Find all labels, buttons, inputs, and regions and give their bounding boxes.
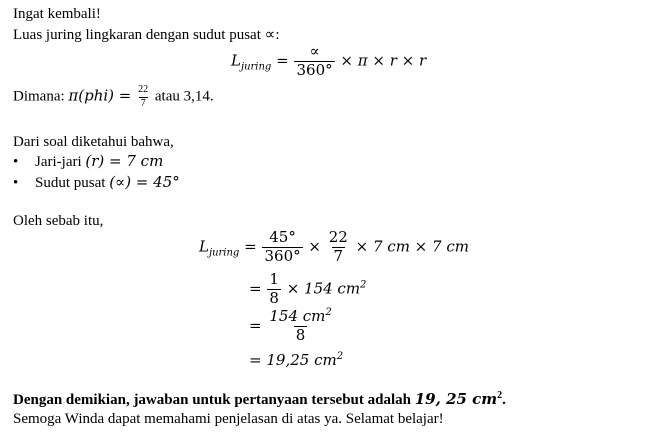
- formula-frac-den: 360°: [296, 60, 333, 79]
- step2-eq: =: [249, 279, 262, 298]
- bullet-icon: •: [13, 175, 19, 191]
- solution-step1: [199, 230, 469, 265]
- known-item-radius: [13, 152, 163, 171]
- step1-rest: × 7 cm × 7 cm: [355, 237, 469, 256]
- known-item1-math: (r) = 7 cm: [85, 152, 164, 170]
- step2-sq: 2: [360, 279, 367, 291]
- step3-sq: 2: [325, 307, 332, 318]
- step1-fraction-pi: [327, 230, 350, 265]
- step1-frac2-den: 7: [333, 246, 344, 265]
- dimana-frac-num: 22: [138, 84, 149, 95]
- formula-rest: × π × r × r: [340, 51, 427, 70]
- conclusion-bold-text: Dengan demikian, jawaban untuk pertanyaan tersebut adalah: [13, 392, 415, 408]
- step3-frac-den: 8: [295, 325, 306, 344]
- step1-frac2-num: 22: [328, 228, 348, 246]
- solution-eq: =: [244, 237, 257, 256]
- step3-fraction: [267, 309, 333, 344]
- dimana-frac-den: 7: [140, 97, 146, 109]
- step3-frac-num: 154 cm: [269, 307, 326, 325]
- step1-times: ×: [308, 237, 321, 256]
- formula-lhs: L: [231, 51, 241, 70]
- formula-fraction: [294, 44, 334, 79]
- solution-step3: [249, 309, 335, 344]
- luas-text: Luas juring lingkaran dengan sudut pusat ∝:: [13, 27, 280, 43]
- conclusion-bold-value: 19, 25 cm: [414, 390, 498, 408]
- step3-eq: =: [249, 316, 262, 335]
- step2-frac-num: 1: [269, 270, 279, 288]
- solution-step4: [249, 351, 343, 369]
- dimana-pi-expr: π(phi) =: [68, 86, 132, 105]
- solution-intro: Oleh sebab itu,: [13, 213, 104, 229]
- solution-lhs-sub: juring: [208, 247, 240, 259]
- step2-rest: × 154 cm: [286, 279, 361, 298]
- dimana-suffix: atau 3,14.: [154, 88, 214, 105]
- formula-eq: =: [276, 51, 289, 70]
- step4-eq: =: [249, 351, 262, 369]
- known-item2-math: (∝) = 45°: [109, 173, 180, 191]
- dimana-label: Dimana:: [13, 88, 69, 105]
- conclusion-bold-end: .: [502, 392, 506, 408]
- known-item-angle: [13, 173, 180, 192]
- step3-frac-num-wrap: [267, 309, 333, 326]
- known-item2-label: Sudut pusat: [35, 175, 106, 191]
- conclusion-closing: Semoga Winda dapat memahami penjelasan di atas ya. Selamat belajar!: [13, 411, 444, 427]
- step2-fraction: [267, 272, 281, 307]
- dimana-line: [13, 85, 214, 109]
- known-item1-label: Jari-jari: [35, 154, 82, 170]
- formula-lhs-sub: juring: [240, 61, 272, 73]
- step1-fraction-angle: [262, 230, 302, 265]
- solution-step2: [249, 272, 366, 307]
- step1-frac1-den: 360°: [264, 246, 301, 265]
- formula-frac-num: ∝: [309, 42, 320, 60]
- dimana-fraction: [136, 85, 150, 109]
- conclusion-bold: [13, 390, 506, 409]
- step1-frac1-num: 45°: [269, 228, 296, 246]
- solution-lhs: L: [199, 237, 209, 256]
- step4-value: 19,25 cm: [266, 351, 337, 369]
- conclusion-bold-sq: 2: [497, 390, 503, 401]
- step2-frac-den: 8: [269, 288, 279, 307]
- step4-sq: 2: [336, 351, 344, 362]
- intro-heading: Ingat kembali!: [13, 6, 101, 22]
- bullet-icon: •: [13, 154, 19, 170]
- formula-juring: [231, 44, 426, 79]
- known-intro: Dari soal diketahui bahwa,: [13, 134, 174, 150]
